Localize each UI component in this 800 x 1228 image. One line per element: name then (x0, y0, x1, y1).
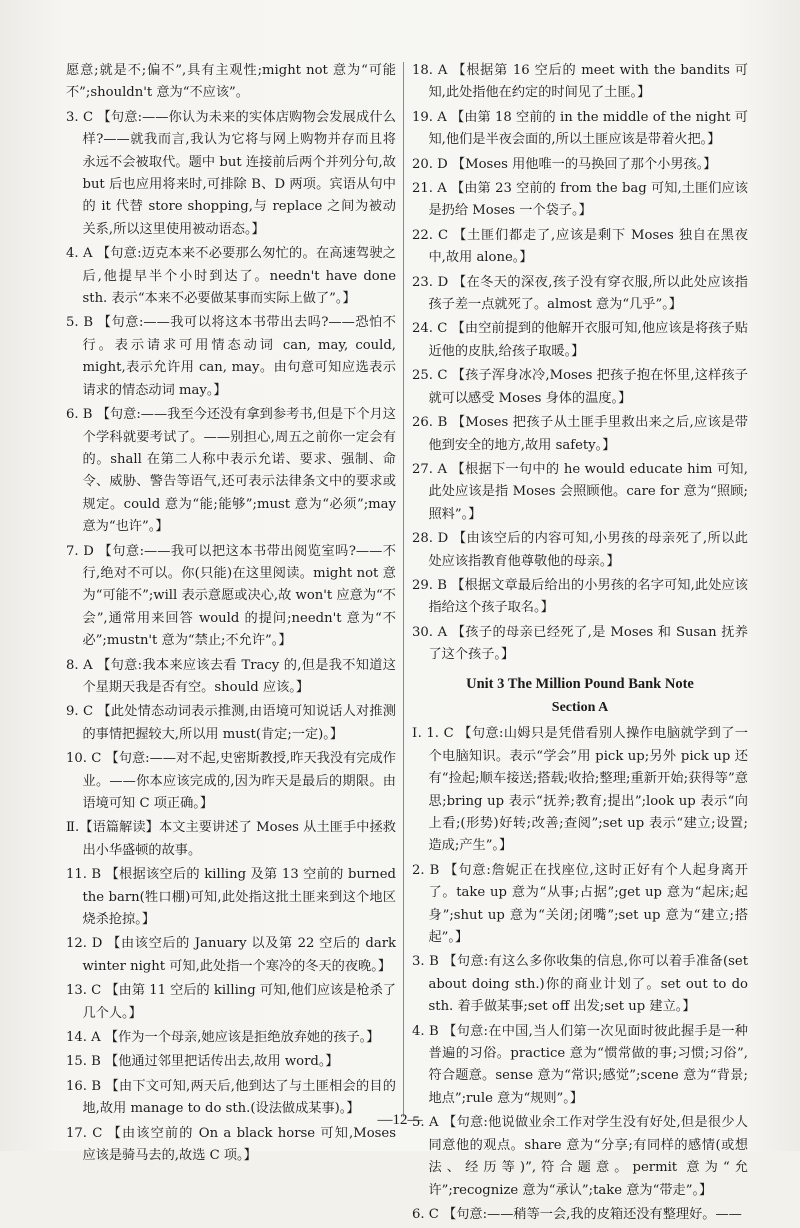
answer-item: 20. D 【Moses 用他唯一的马换回了那个小男孩。】 (412, 156, 717, 172)
answer-item: Ⅰ. 1. C 【句意:山姆只是凭借看别人操作电脑就学到了一个电脑知识。表示“学会”用 pick up;另外 pick up 还有“捡起;顺车接送;搭载;收拾;整理;重新开始;获得等”意思;bring up 表示“抚养;教育;提出”;look up 表示“向上看;(形势)好转;改善;查阅”;set up 表示“建立;设置;造成;产生”。】 (412, 726, 748, 854)
right-column (412, 60, 748, 1228)
answer-item: 19. A 【由第 18 空前的 in the middle of the night 可知,他们是半夜会面的,所以土匪应该是带着火把。】 (412, 109, 748, 148)
answer-item: 14. A 【作为一个母亲,她应该是拒绝放弃她的孩子。】 (66, 1030, 380, 1046)
answer-item: 18. A 【根据第 16 空后的 meet with the bandits 可知,此处指他在约定的时间见了土匪。】 (412, 63, 748, 101)
answer-item: 5. A 【句意:他说做业余工作对学生没有好处,但是很少人同意他的观点。share 意为“分享;有同样的感情(或想法、经历等)”,符合题意。permit 意为“允许”;recognize 意为“承认”;take 意为“带走”。】 (412, 1115, 748, 1198)
answer-item: 愿意;就是不;偏不”,具有主观性;might not 意为“可能不”;shouldn't 意为“不应该”。 (66, 63, 396, 101)
answer-item: 26. B 【Moses 把孩子从土匪手里救出来之后,应该是带他到安全的地方,故用 safety。】 (412, 415, 748, 453)
answer-item: 12. D 【由该空后的 January 以及第 22 空后的 dark winter night 可知,此处指一个寒冷的冬天的夜晚。】 (66, 936, 396, 974)
answer-item: 6. C 【句意:——稍等一会,我的皮箱还没有整理好。—— (412, 1206, 742, 1222)
answer-item: 4. B 【句意:在中国,当人们第一次见面时彼此握手是一种普遍的习俗。practice 意为“惯常做的事;习惯;习俗”,符合题意。sense 意为“常识;感觉”;scene 意为“背景;地点”;rule 意为“规则”。】 (412, 1023, 748, 1106)
section-title: Section A (551, 699, 609, 715)
answer-item: 9. C 【此处情态动词表示推测,由语境可知说话人对推测的事情把握较大,所以用 must(肯定;一定)。】 (66, 704, 396, 742)
answer-item: 17. C 【由该空前的 On a black horse 可知,Moses 应该是骑马去的,故选 C 项。】 (66, 1125, 396, 1164)
answer-item: 5. B 【句意:——我可以将这本书带出去吗?——恐怕不行。表示请求可用情态动词 can, may, could, might,表示允许用 can, may。由句意可知应选表示请求的情态动词 may。】 (66, 315, 396, 398)
answer-item: 29. B 【根据文章最后给出的小男孩的名字可知,此处应该指给这个孩子取名。】 (412, 577, 748, 616)
answer-item: 25. C 【孩子浑身冰冷,Moses 把孩子抱在怀里,这样孩子就可以感受 Moses 身体的温度。】 (412, 368, 748, 406)
answer-item: 16. B 【由下文可知,两天后,他到达了与土匪相会的目的地,故用 manage to do sth.(设法做成某事)。】 (66, 1078, 396, 1117)
answer-item: 3. B 【句意:有这么多你收集的信息,你可以着手准备(set about doing sth.)你的商业计划了。set out to do sth. 着手做某事;set off 出发;set up 建立。】 (412, 954, 748, 1015)
answer-item: 28. D 【由该空后的内容可知,小男孩的母亲死了,所以此处应该指教育他尊敬他的母亲。】 (412, 531, 748, 569)
page-number: —12— (377, 1112, 423, 1128)
answer-item: 21. A 【由第 23 空前的 from the bag 可知,土匪们应该是扔给 Moses 一个袋子。】 (412, 181, 748, 219)
unit-title: Unit 3 The Million Pound Bank Note (466, 675, 694, 692)
answer-item: 24. C 【由空前提到的他解开衣服可知,他应该是将孩子贴近他的皮肤,给孩子取暖。】 (412, 321, 748, 359)
left-column (66, 60, 396, 1170)
answer-list-unit2 (412, 60, 748, 667)
answer-item: 8. A 【句意:我本来应该去看 Tracy 的,但是我不知道这个星期天我是否有空。should 应该。】 (66, 657, 396, 695)
answer-item: 15. B 【他通过邻里把话传出去,故用 word。】 (66, 1054, 339, 1070)
answer-item: Ⅱ.【语篇解读】本文主要讲述了 Moses 从土匪手中拯救出小华盛顿的故事。 (66, 820, 396, 858)
answer-item: 27. A 【根据下一句中的 he would educate him 可知,此处应该是指 Moses 会照顾他。care for 意为“照顾;照料”。】 (412, 461, 748, 522)
answer-item: 4. A 【句意:迈克本来不必要那么匆忙的。在高速驾驶之后,他提早半个小时到达了。needn't have done sth. 表示“本来不必要做某事而实际上做了”。】 (66, 246, 396, 307)
answer-item: 22. C 【土匪们都走了,应该是剩下 Moses 独自在黑夜中,故用 alone。】 (412, 227, 748, 266)
answer-item: 3. C 【句意:——你认为未来的实体店购物会发展成什么样?——就我而言,我认为它将与网上购物并存而且将永远不会被取代。题中 but 连接前后两个并列分句,故 but 后也应用将来时,可排除 B、D 两项。宾语从句中的 it 代替 store shopping,与 replace 之间为被动关系,所以这里使用被动语态。】 (66, 109, 396, 237)
column-divider (403, 62, 404, 1117)
answer-item: 13. C 【由第 11 空后的 killing 可知,他们应该是枪杀了几个人。】 (66, 983, 396, 1021)
answer-item: 2. B 【句意:詹妮正在找座位,这时正好有个人起身离开了。take up 意为“从事;占据”;get up 意为“起床;起身”;shut up 意为“关闭;闭嘴”;set up 意为“建立;搭起”。】 (412, 862, 748, 946)
answer-item: 10. C 【句意:——对不起,史密斯教授,昨天我没有完成作业。——你本应该完成的,因为昨天是最后的期限。由语境可知 C 项正确。】 (66, 751, 396, 811)
answer-item: 7. D 【句意:——我可以把这本书带出阅览室吗?——不行,绝对不可以。你(只能)在这里阅读。might not 意为“可能不”;will 表示意愿或决心,故 won't 应意为“不会”,通常用来回答 would 的提问;needn't 意为“不必”;mustn't 意为“禁止;不允许”。】 (66, 543, 396, 649)
answer-item: 23. D 【在冬天的深夜,孩子没有穿衣服,所以此处应该指孩子差一点就死了。almost 意为“几乎”。】 (412, 274, 748, 313)
answer-item: 11. B 【根据该空后的 killing 及第 13 空前的 burned the barn(牲口棚)可知,此处指这批土匪来到这个地区烧杀抢掠。】 (66, 867, 396, 928)
answer-item: 30. A 【孩子的母亲已经死了,是 Moses 和 Susan 抚养了这个孩子。】 (412, 624, 748, 663)
answer-item: 6. B 【句意:——我至今还没有拿到参考书,但是下个月这个学科就要考试了。——别担心,周五之前你一定会有的。shall 在第二人称中表示允诺、要求、强制、命令、威胁、警告等语气,还可表示法律条文中的要求或规定。could 意为“能;能够”;must 意为“必须”;may 意为“也许”。】 (66, 407, 396, 535)
